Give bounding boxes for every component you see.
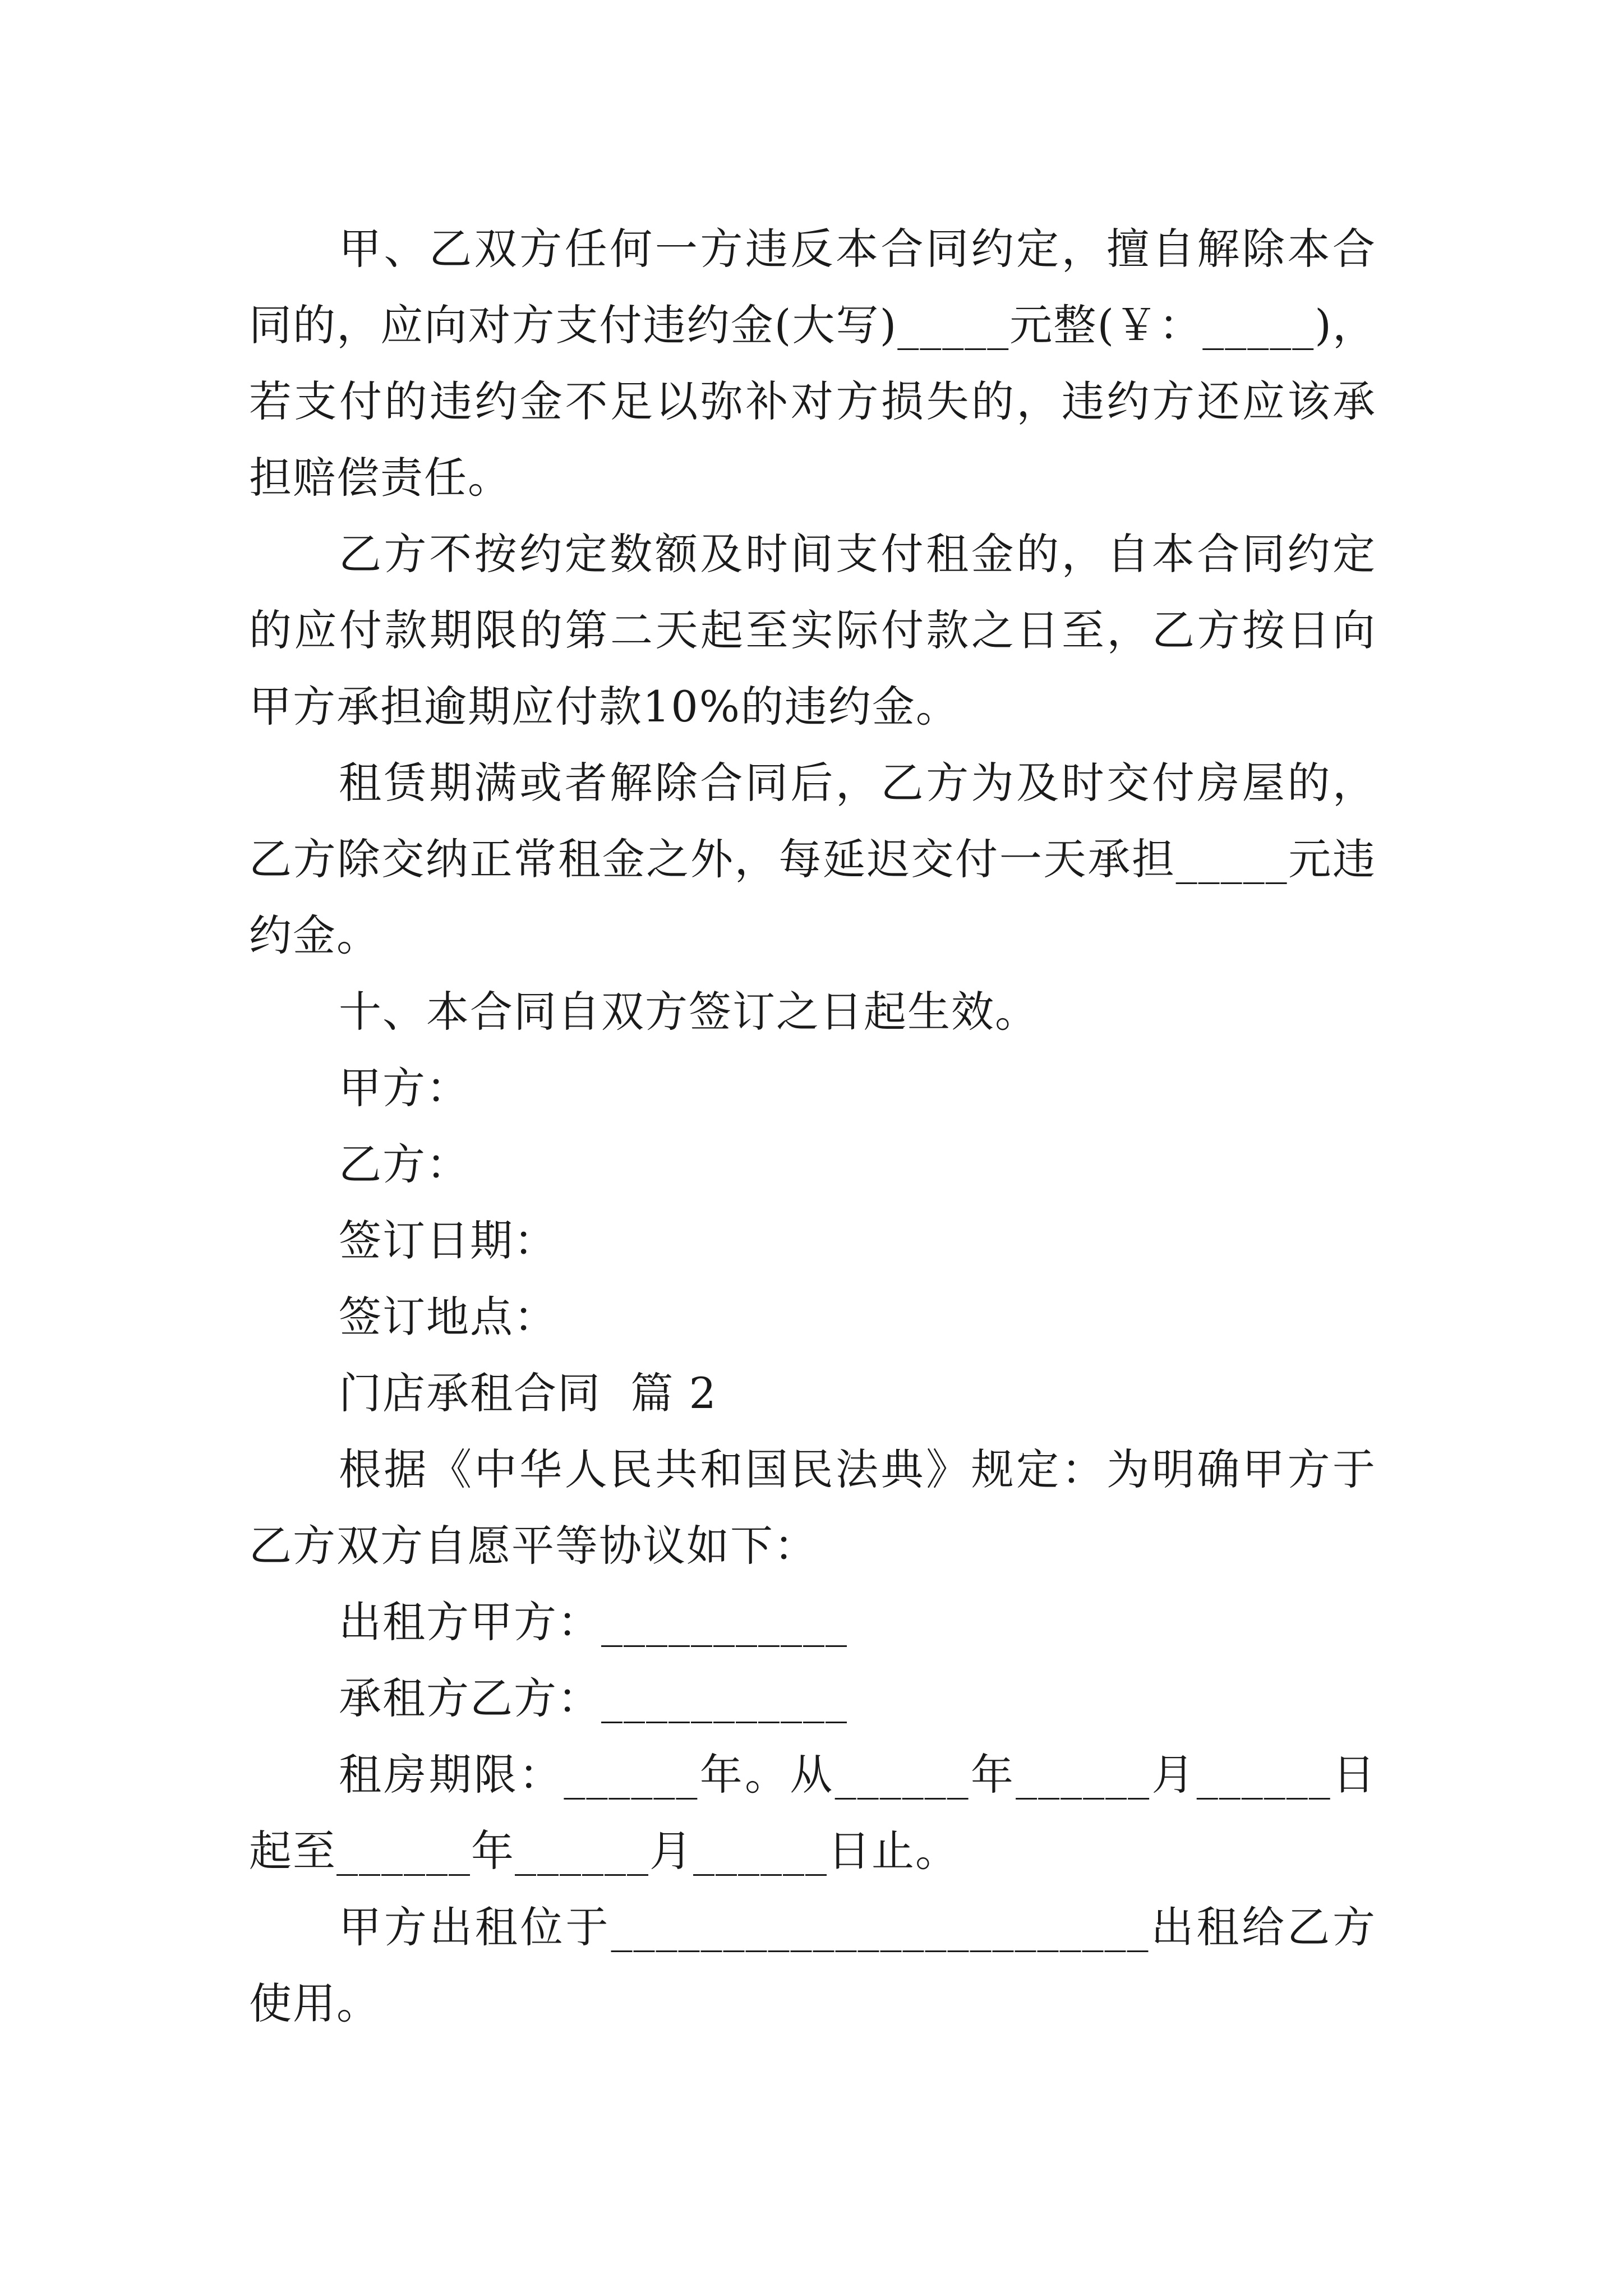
intro-paragraph: 根据《中华人民共和国民法典》规定：为明确甲方于乙方双方自愿平等协议如下： [249, 1444, 1376, 1571]
lessee-line: 承租方乙方：___________ [339, 1673, 848, 1723]
party-b-signature: 乙方： [339, 1139, 470, 1189]
breach-penalty-paragraph: 甲、乙双方任何一方违反本合同约定，擅自解除本合同的，应向对方支付违约金(大写)_____元整(￥：_____)，若支付的违约金不足以弥补对方损失的，违约方还应该承担赔偿责任。 [249, 224, 1376, 503]
lessor-line: 出租方甲方：___________ [339, 1597, 848, 1647]
party-a-signature: 甲方： [339, 1063, 470, 1113]
signing-place: 签订地点： [339, 1292, 557, 1342]
late-payment-paragraph: 乙方不按约定数额及时间支付租金的，自本合同约定的应付款期限的第二天起至实际付款之日至，乙方按日向甲方承担逾期应付款10%的违约金。 [249, 529, 1376, 731]
effective-clause: 十、本合同自双方签订之日起生效。 [339, 987, 1039, 1037]
lease-term-paragraph: 租房期限：______年。从______年______月______日起至______年______月______日止。 [249, 1750, 1376, 1876]
late-handover-paragraph: 租赁期满或者解除合同后，乙方为及时交付房屋的，乙方除交纳正常租金之外，每延迟交付一天承担_____元违约金。 [249, 758, 1376, 960]
signing-date: 签订日期： [339, 1216, 557, 1266]
document-body [249, 211, 1376, 2042]
property-location-paragraph: 甲方出租位于________________________出租给乙方使用。 [249, 1902, 1376, 2028]
section-title: 门店承租合同 篇 2 [339, 1368, 717, 1418]
